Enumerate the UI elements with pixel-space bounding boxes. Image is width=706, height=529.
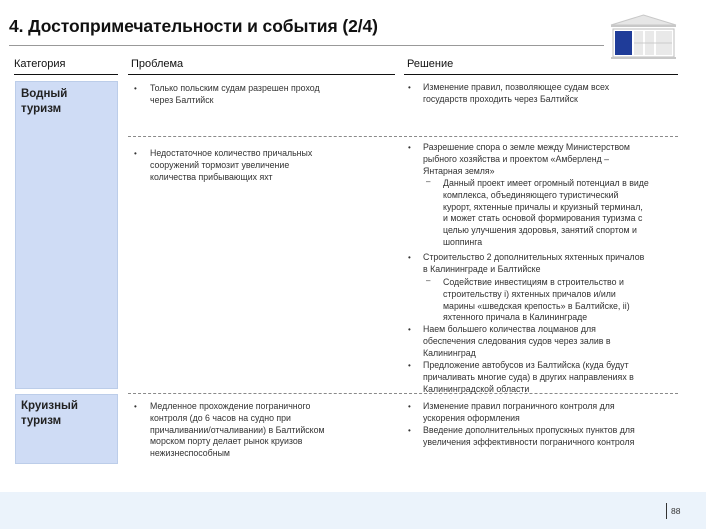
solution-item: Изменение правил, позволяющее судам всех государств проходить через Балтийск — [423, 82, 610, 104]
bullet: • — [408, 402, 411, 411]
category-label-water: Водный туризм — [21, 88, 68, 115]
category-label-cruise: Круизный туризм — [21, 400, 78, 427]
solution-subitem: Содействие инвестициям в строительство и строительству i) яхтенных причалов и/или марины «шведская крепость» в Балтийске, ii) яхтенного причала в Калининграде — [443, 277, 630, 323]
solution-item: Предложение автобусов из Балтийска (куда будут причаливать многие суда) в других направлениях в Калининградской области — [423, 360, 634, 394]
bullet: • — [408, 83, 411, 92]
footer-band — [0, 492, 706, 529]
problem-item: Медленное прохождение пограничного контроля (до 6 часов на судно при причаливании/отчаливании) в Балтийском морском порту делает рынок круизов нежизнеспособным — [150, 401, 325, 459]
solution-item: Разрешение спора о земле между Министерством рыбного хозяйства и проектом «Амберленд – Янтарная земля» — [423, 142, 630, 176]
solution-item: Изменение правил пограничного контроля для ускорения оформления — [423, 401, 615, 423]
bullet: • — [408, 143, 411, 152]
problem-item: Только польским судам разрешен проход через Балтийск — [150, 83, 320, 105]
solution-item: Наем большего количества лоцманов для обеспечения следования судов через залив в Калининград — [423, 324, 611, 358]
header-rule-category — [14, 74, 118, 75]
building-logo-icon — [609, 14, 678, 60]
bullet: • — [408, 426, 411, 435]
bullet: • — [134, 402, 137, 411]
solution-subitem: Данный проект имеет огромный потенциал в виде комплекса, объединяющего туристический курорт, яхтенные причалы и круизный терминал, и может стать основой формирования туризма с целью улучшения здоровья, занятий спортом и шоппинга — [443, 178, 649, 247]
bullet: • — [408, 325, 411, 334]
header-category: Категория — [14, 58, 66, 70]
header-solution: Решение — [407, 58, 454, 70]
dash-bullet: – — [426, 177, 431, 186]
row-separator — [128, 136, 678, 137]
bullet: • — [134, 149, 137, 158]
bullet: • — [408, 361, 411, 370]
header-problem: Проблема — [131, 58, 184, 70]
problem-item: Недостаточное количество причальных сооружений тормозит увеличение количества прибывающих яхт — [150, 148, 313, 182]
header-rule-solution — [404, 74, 678, 75]
solution-item: Введение дополнительных пропускных пунктов для увеличения эффективности пограничного контроля — [423, 425, 635, 447]
title-rule — [9, 45, 604, 46]
page-title: 4. Достопримечательности и события (2/4) — [9, 16, 378, 36]
solution-item: Строительство 2 дополнительных яхтенных причалов в Калининграде и Балтийске — [423, 252, 645, 274]
footer-divider — [666, 503, 667, 519]
category-cell-water — [15, 81, 118, 389]
header-rule-problem — [128, 74, 395, 75]
page-number: 88 — [671, 506, 681, 516]
dash-bullet: – — [426, 276, 431, 285]
bullet: • — [408, 253, 411, 262]
bullet: • — [134, 84, 137, 93]
